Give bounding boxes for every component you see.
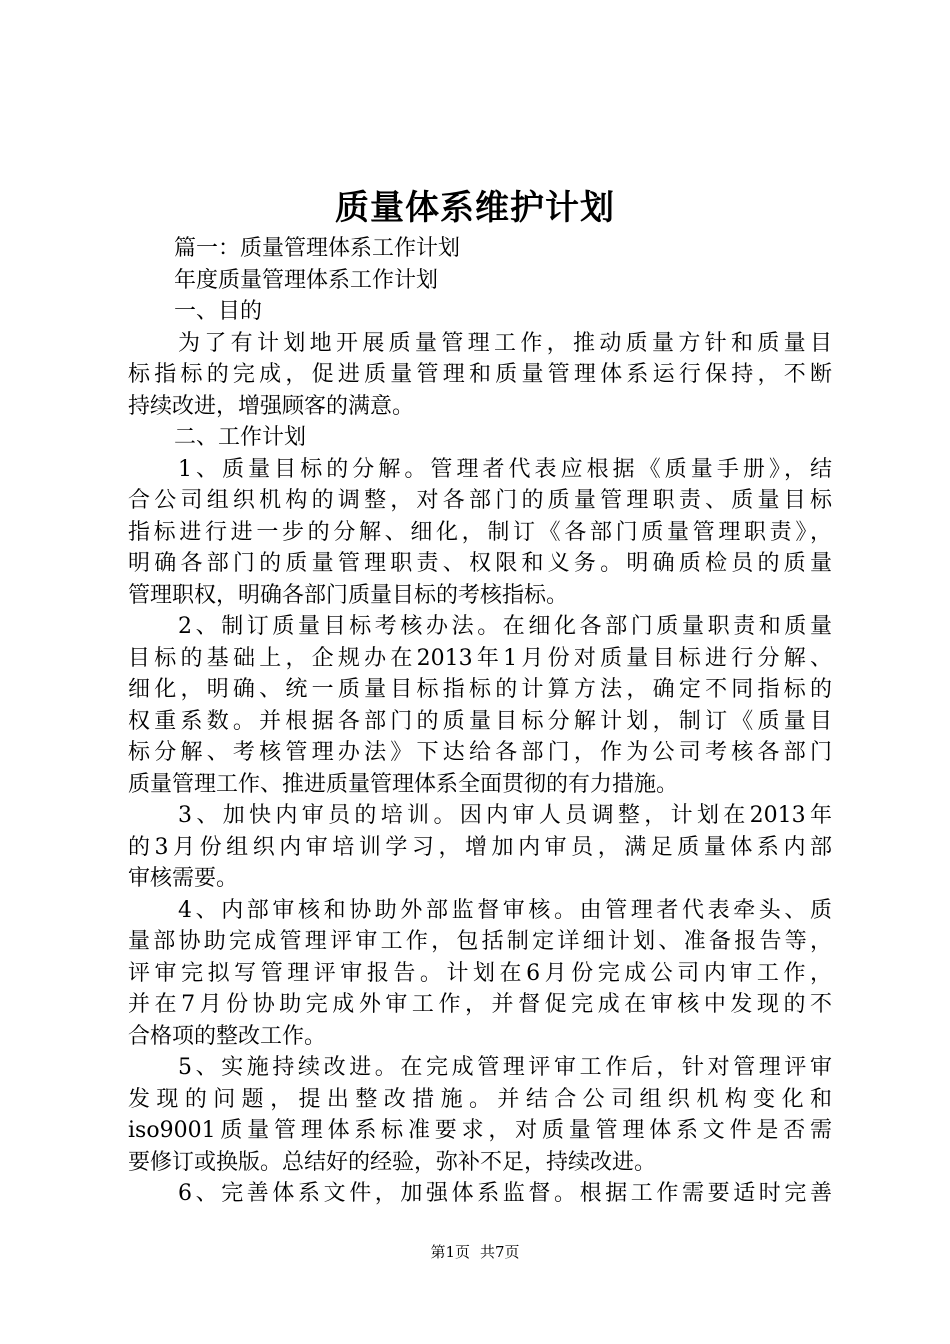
text-line: 3、加快内审员的培训。因内审人员调整，计划在2013年 [178, 803, 832, 828]
text-line: 篇一：质量管理体系工作计划 [174, 236, 461, 261]
text-line: 的3月份组织内审培训学习，增加内审员，满足质量体系内部 [128, 834, 832, 860]
document-body [128, 233, 832, 1210]
text-line: 细化，明确、统一质量目标指标的计算方法，确定不同指标的 [128, 677, 832, 702]
text-line: 二、工作计划 [174, 425, 307, 450]
text-line: 4、内部审核和协助外部监督审核。由管理者代表牵头、质 [178, 897, 832, 923]
text-line: 1、质量目标的分解。管理者代表应根据《质量手册》，结 [178, 456, 832, 482]
text-line: 持续改进，增强顾客的满意。 [128, 393, 415, 419]
page-total: 共7页 [480, 1243, 520, 1261]
page-footer [0, 1242, 950, 1262]
page-number: 第1页 [430, 1243, 470, 1261]
text-line: 标指标的完成，促进质量管理和质量管理体系运行保持，不断 [128, 362, 832, 387]
text-line: 6、完善体系文件，加强体系监督。根据工作需要适时完善 [178, 1181, 832, 1206]
text-line: 审核需要。 [128, 866, 239, 891]
text-line: iso9001质量管理体系标准要求，对质量管理体系文件是否需 [128, 1118, 832, 1143]
text-line: 要修订或换版。总结好的经验，弥补不足，持续改进。 [128, 1149, 657, 1175]
text-line: 一、目的 [174, 299, 263, 324]
text-line: 2、制订质量目标考核办法。在细化各部门质量职责和质量 [178, 614, 832, 639]
text-line: 为了有计划地开展质量管理工作，推动质量方针和质量目 [178, 330, 832, 356]
text-line: 明确各部门的质量管理职责、权限和义务。明确质检员的质量 [128, 551, 832, 576]
text-line: 并在7月份协助完成外审工作，并督促完成在审核中发现的不 [128, 992, 832, 1017]
text-line: 评审完拟写管理评审报告。计划在6月份完成公司内审工作， [128, 960, 832, 986]
text-line: 5、实施持续改进。在完成管理评审工作后，针对管理评审 [178, 1055, 832, 1080]
text-line: 量部协助完成管理评审工作，包括制定详细计划、准备报告等， [128, 929, 832, 954]
text-line: 发现的问题，提出整改措施。并结合公司组织机构变化和 [128, 1086, 832, 1112]
text-line: 合公司组织机构的调整，对各部门的质量管理职责、质量目标 [128, 488, 832, 513]
text-line: 目标的基础上，企规办在2013年1月份对质量目标进行分解、 [128, 645, 832, 671]
text-line: 合格项的整改工作。 [128, 1023, 327, 1049]
text-line: 权重系数。并根据各部门的质量目标分解计划，制订《质量目 [128, 708, 832, 734]
text-line: 年度质量管理体系工作计划 [174, 267, 439, 293]
document-title: 质量体系维护计划 [335, 188, 615, 228]
text-line: 标分解、考核管理办法》下达给各部门，作为公司考核各部门 [128, 740, 832, 765]
text-line: 管理职权，明确各部门质量目标的考核指标。 [128, 582, 569, 608]
text-line: 指标进行进一步的分解、细化，制订《各部门质量管理职责》， [128, 519, 832, 545]
text-line: 质量管理工作、推进质量管理体系全面贯彻的有力措施。 [128, 771, 679, 797]
